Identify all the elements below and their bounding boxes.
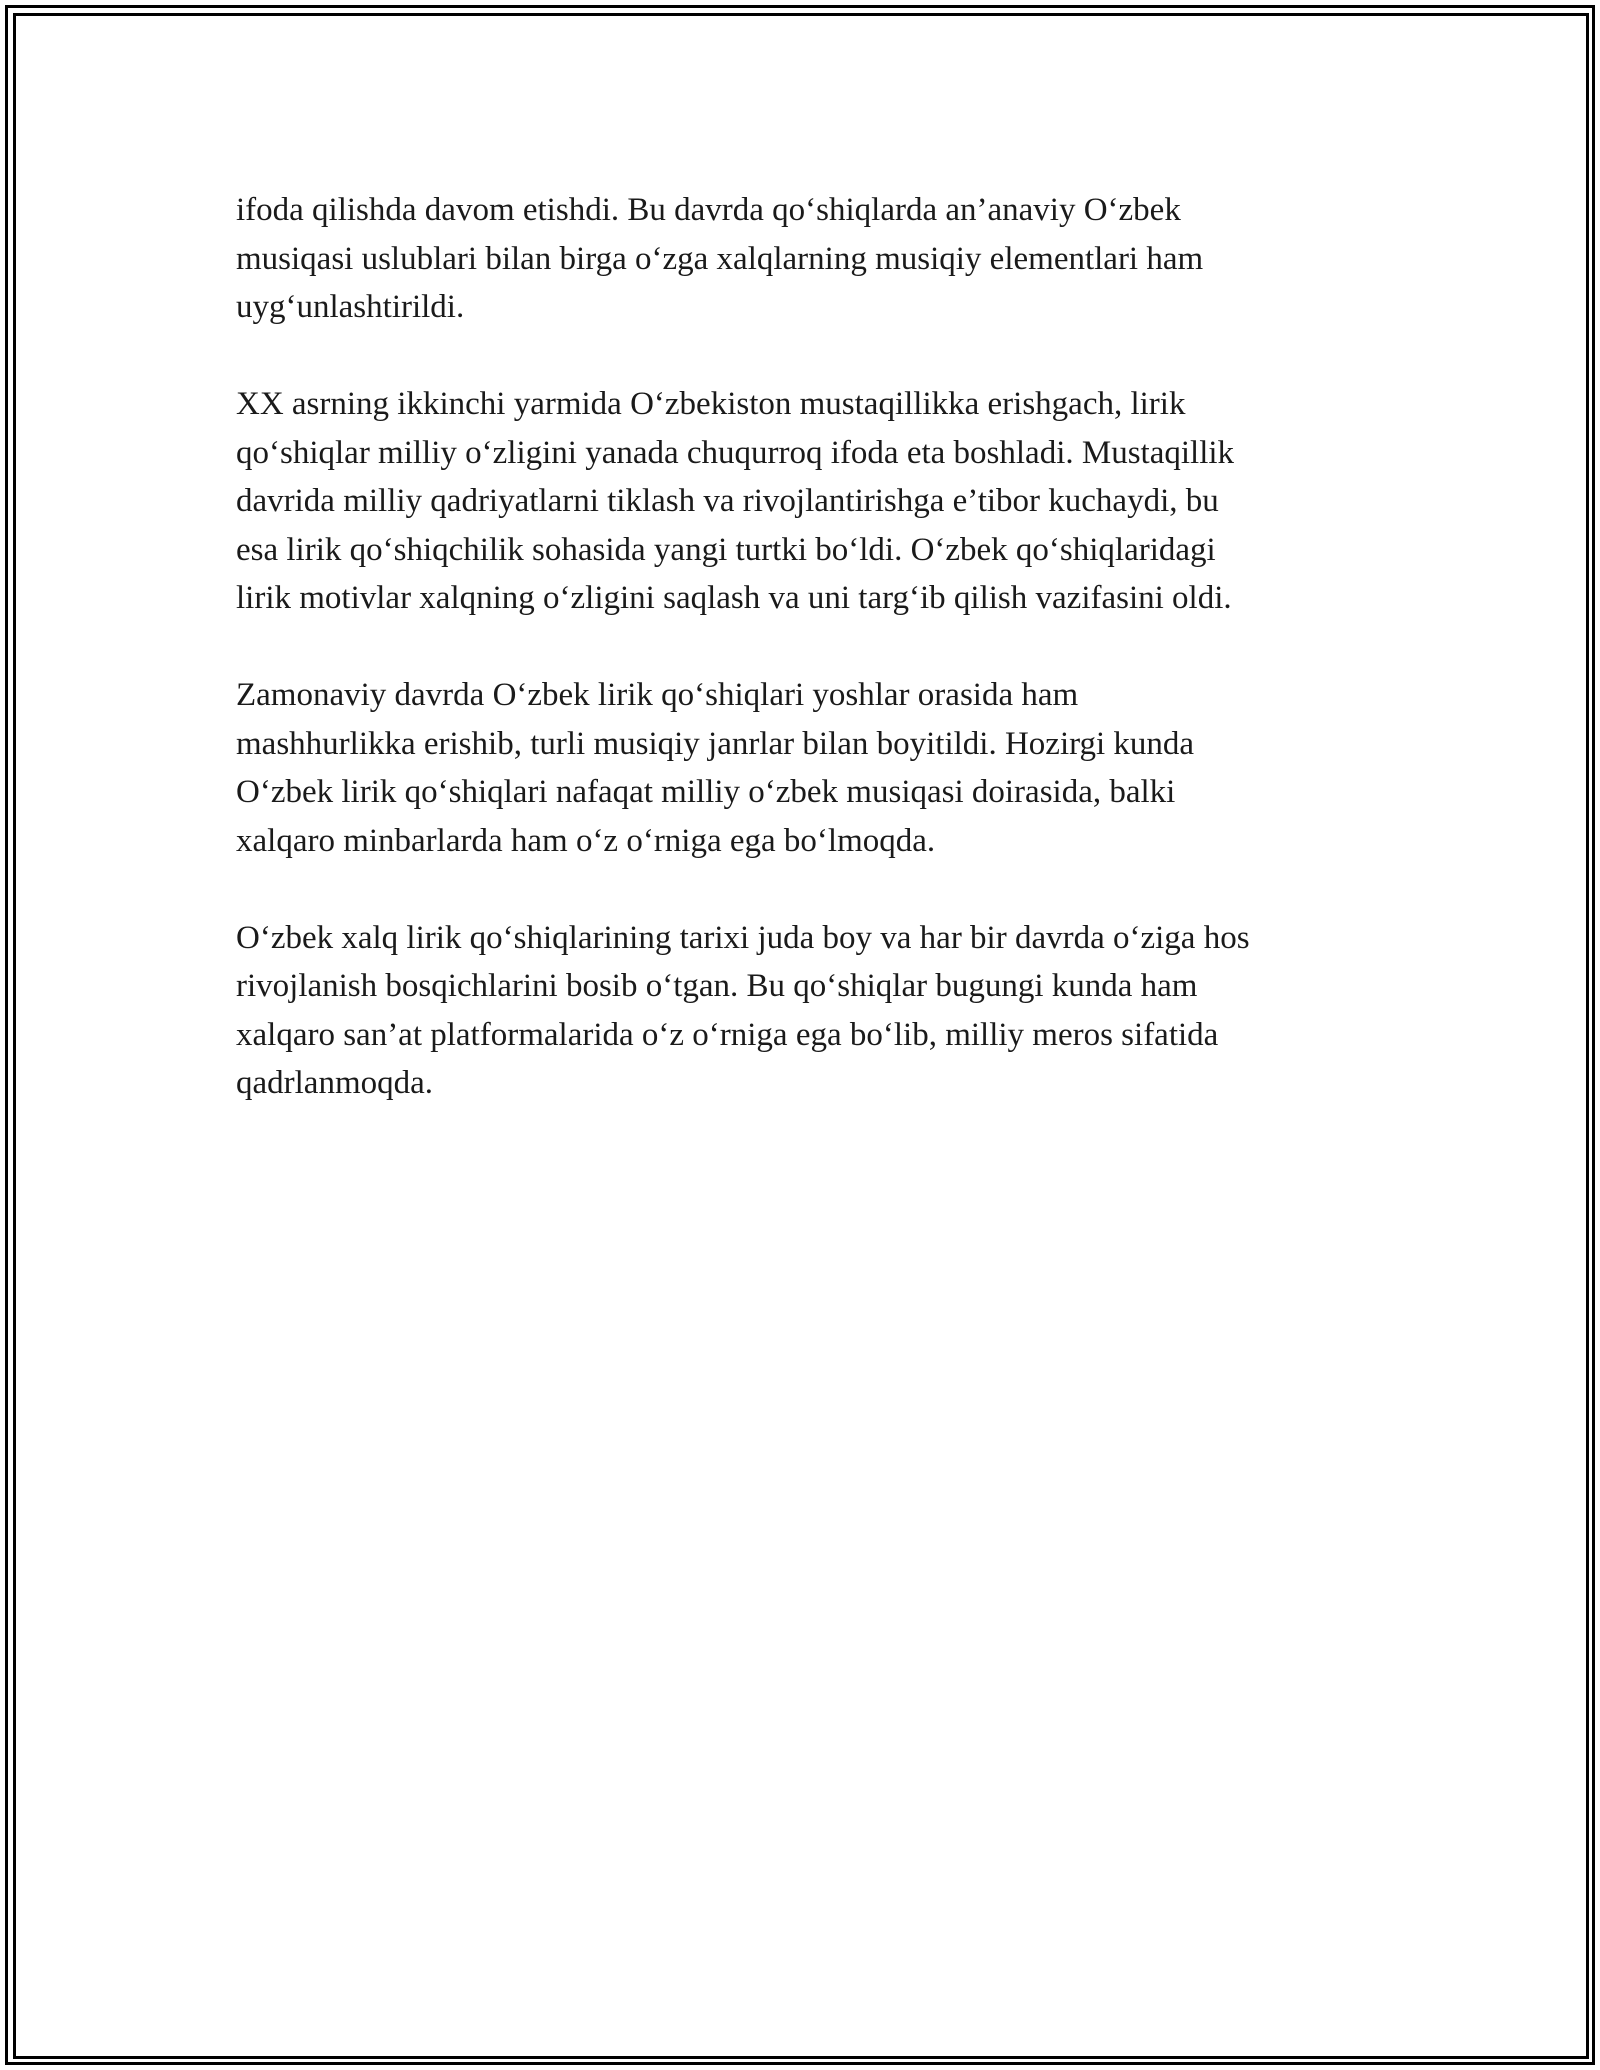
paragraph-2: [236, 380, 1386, 623]
text-line: XX asrning ikkinchi yarmida O‘zbekiston mustaqillikka erishgach, lirik: [236, 386, 1186, 422]
paragraph-3: [236, 671, 1386, 865]
text-line: qo‘shiqlar milliy o‘zligini yanada chuqurroq ifoda eta boshladi. Mustaqillik: [236, 434, 1235, 471]
text-line: O‘zbek xalq lirik qo‘shiqlarining tarixi juda boy va har bir davrda o‘ziga hos: [236, 919, 1250, 956]
text-line: xalqaro san’at platformalarida o‘z o‘rniga ega bo‘lib, milliy meros sifatida: [236, 1016, 1219, 1053]
text-line: O‘zbek lirik qo‘shiqlari nafaqat milliy o‘zbek musiqasi doirasida, balki: [236, 774, 1176, 810]
text-line: uyg‘unlashtirildi.: [236, 289, 465, 325]
text-line: xalqaro minbarlarda ham o‘z o‘rniga ega bo‘lmoqda.: [236, 822, 936, 859]
text-line: qadrlanmoqda.: [236, 1065, 434, 1101]
text-line: lirik motivlar xalqning o‘zligini saqlash va uni targ‘ib qilish vazifasini oldi.: [236, 580, 1232, 616]
document-body: [236, 186, 1386, 1156]
paragraph-1: [236, 186, 1386, 332]
text-line: Zamonaviy davrda O‘zbek lirik qo‘shiqlari yoshlar orasida ham: [236, 677, 1079, 713]
text-line: mashhurlikka erishib, turli musiqiy janrlar bilan boyitildi. Hozirgi kunda: [236, 725, 1195, 762]
text-line: esa lirik qo‘shiqchilik sohasida yangi turtki bo‘ldi. O‘zbek qo‘shiqlaridagi: [236, 531, 1216, 568]
text-line: ifoda qilishda davom etishdi. Bu davrda qo‘shiqlarda an’anaviy O‘zbek: [236, 192, 1181, 228]
paragraph-4: [236, 914, 1386, 1108]
text-line: davrida milliy qadriyatlarni tiklash va rivojlantirishga e’tibor kuchaydi, bu: [236, 483, 1219, 519]
text-line: rivojlanish bosqichlarini bosib o‘tgan. Bu qo‘shiqlar bugungi kunda ham: [236, 968, 1198, 1004]
text-line: musiqasi uslublari bilan birga o‘zga xalqlarning musiqiy elementlari ham: [236, 240, 1204, 277]
